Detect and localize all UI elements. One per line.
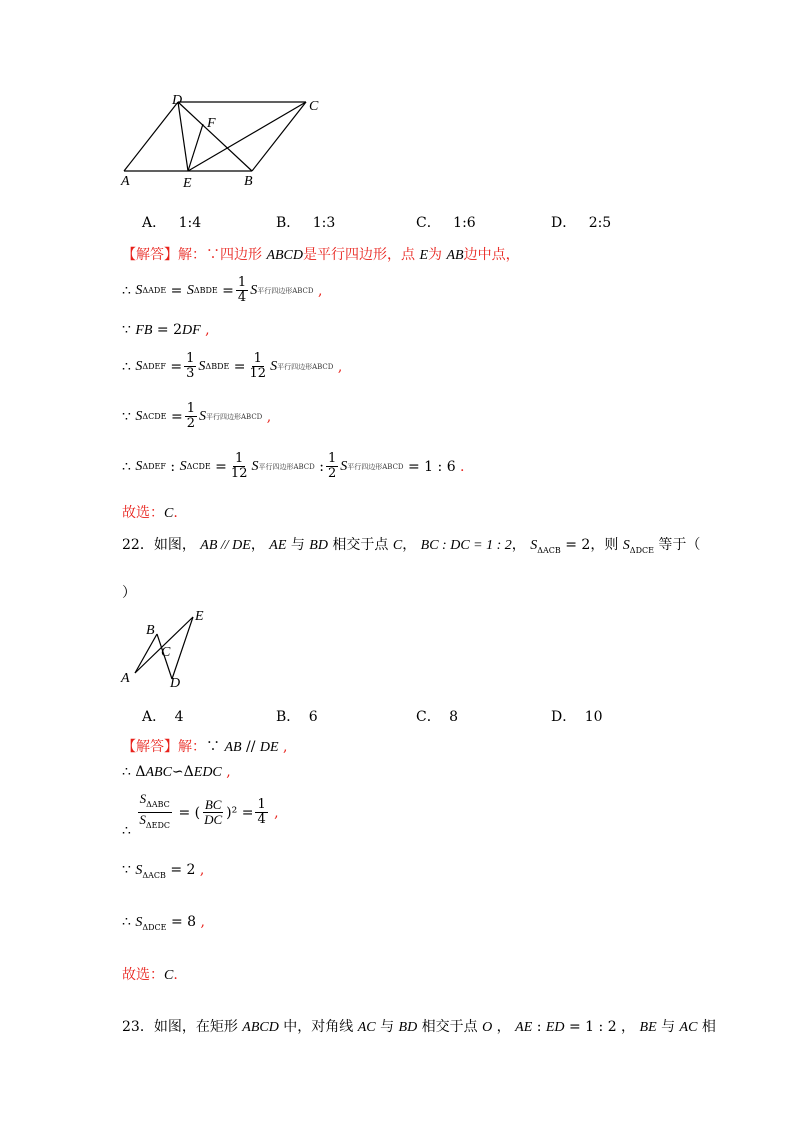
q21-label-A: A bbox=[121, 174, 130, 189]
answer-text: 为 bbox=[428, 247, 443, 263]
q21-step-2: ∵ FB = 2DF , bbox=[122, 322, 210, 338]
q21-step-5: ∴ S ΔDEF : S ΔCDE = $\frac{1}{12}$ S 平行四边形ABCD : $\frac{1}{2}$ S 平行四边形ABCD = 1 : 6 . bbox=[122, 451, 465, 481]
option-value: 1:3 bbox=[312, 215, 336, 231]
option-value: 8 bbox=[449, 709, 459, 725]
q21-option-b bbox=[276, 212, 335, 232]
stem-math: C bbox=[392, 538, 403, 553]
q21-answer-line bbox=[122, 244, 520, 264]
q21-figure bbox=[110, 90, 330, 200]
stem-text: 22．如图， bbox=[122, 537, 196, 553]
q22-label-C: C bbox=[161, 645, 171, 660]
q22-label-B: B bbox=[146, 623, 155, 638]
stem-text: ，则 bbox=[590, 537, 619, 553]
q21-label-F: F bbox=[207, 116, 216, 131]
option-letter: B． bbox=[276, 215, 301, 231]
q22-choose bbox=[122, 964, 178, 984]
option-value: 1:4 bbox=[178, 215, 202, 231]
q21-step-4: ∵ S ΔCDE = $\frac{1}{2}$ S 平行四边形ABCD , bbox=[122, 401, 272, 431]
q23-stem: 23．如图，在矩形 ABCD 中，对角线 AC 与 BD 相交于点 O ， AE : ED = 1 : 2 ， BE 与 AC 相 bbox=[122, 1019, 716, 1035]
q22-stem: 22．如图， AB // DE， AE 与 BD 相交于点 C， BC : DC = 1 : 2， $S_{\Delta ACB} = 2$，则 $S_{\Delta DCE}$ 等于（ bbox=[122, 537, 701, 555]
answer-text: 边中点， bbox=[463, 247, 520, 263]
stem-text: 与 bbox=[290, 537, 305, 553]
stem-text: 等于（ bbox=[658, 537, 701, 553]
choose-label: 故选： bbox=[122, 505, 164, 521]
choose-end: . bbox=[173, 967, 178, 983]
option-value: 2:5 bbox=[588, 215, 612, 231]
option-letter: A． bbox=[142, 709, 167, 725]
q21-option-a bbox=[142, 212, 201, 232]
option-letter: C． bbox=[416, 215, 441, 231]
q21-step-3: ∴ S ΔDEF = $\frac{1}{3}$ S ΔBDE = $\frac{1}{12}$ S 平行四边形ABCD , bbox=[122, 351, 343, 381]
stem-math: AE bbox=[269, 538, 287, 553]
option-letter: B． bbox=[276, 709, 301, 725]
stem-math: AB // DE bbox=[200, 538, 251, 553]
q22-label-D: D bbox=[170, 676, 181, 690]
q22-step-1: ∴ ΔABC∽ΔEDC , bbox=[122, 764, 231, 780]
q21-option-d bbox=[551, 212, 611, 232]
q22-label-A: A bbox=[121, 671, 130, 686]
stem-text: 相交于点 bbox=[332, 537, 389, 553]
answer-math: ABCD bbox=[266, 248, 304, 263]
option-value: 1:6 bbox=[453, 215, 476, 231]
option-letter: D． bbox=[551, 709, 577, 725]
answer-tag: 【解答】 bbox=[122, 247, 178, 263]
stem-text: ， bbox=[511, 537, 526, 553]
choose-value: C bbox=[164, 506, 174, 521]
option-letter: A． bbox=[142, 215, 167, 231]
q22-step-2: ∴ $\frac{S_{\Delta ABC}}{S_{\Delta EDC}}$ = ( $\frac{BC}{DC}$ )² = $\frac{1}{4}$ , bbox=[122, 791, 279, 839]
answer-math: AB bbox=[446, 248, 464, 263]
answer-text: 解：∵四边形 bbox=[178, 247, 262, 263]
q21-option-c bbox=[416, 212, 476, 232]
q21-label-E: E bbox=[183, 176, 192, 191]
choose-label: 故选： bbox=[122, 967, 164, 983]
q21-step-1: ∴ S ΔADE = S ΔBDE = $\frac{1}{4}$ S 平行四边形ABCD , bbox=[122, 275, 323, 305]
q21-choose bbox=[122, 502, 178, 522]
q21-label-B: B bbox=[244, 174, 253, 189]
q21-label-C: C bbox=[309, 99, 319, 114]
q21-label-D: D bbox=[172, 93, 183, 108]
q22-figure bbox=[115, 605, 225, 690]
q22-option-a bbox=[142, 706, 184, 726]
choose-value: C bbox=[164, 968, 174, 983]
q22-step-3: ∵ $S_{\Delta ACB} = 2$ , bbox=[122, 862, 205, 880]
option-value: 10 bbox=[584, 709, 603, 725]
q22-stem-close: ） bbox=[122, 585, 136, 601]
q22-option-c bbox=[416, 706, 458, 726]
stem-math: BD bbox=[309, 538, 328, 553]
option-letter: C． bbox=[416, 709, 441, 725]
option-value: 4 bbox=[174, 709, 184, 725]
stem-text: ， bbox=[250, 537, 265, 553]
option-letter: D． bbox=[551, 215, 577, 231]
answer-math: E bbox=[419, 248, 429, 263]
q22-option-d bbox=[551, 706, 603, 726]
stem-math: BC : DC = 1 : 2 bbox=[420, 538, 512, 553]
stem-text: ， bbox=[402, 537, 417, 553]
answer-text: 是平行四边形，点 bbox=[303, 247, 416, 263]
q22-label-E: E bbox=[195, 609, 204, 624]
answer-tag: 【解答】 bbox=[122, 739, 178, 755]
q22-option-b bbox=[276, 706, 318, 726]
choose-end: . bbox=[173, 505, 178, 521]
option-value: 6 bbox=[308, 709, 318, 725]
q22-step-4: ∴ $S_{\Delta DCE} = 8$ , bbox=[122, 914, 205, 932]
answer-text: 解： bbox=[178, 739, 206, 755]
q22-answer-line: 【解答】解：∵ AB // DE , bbox=[122, 739, 288, 755]
